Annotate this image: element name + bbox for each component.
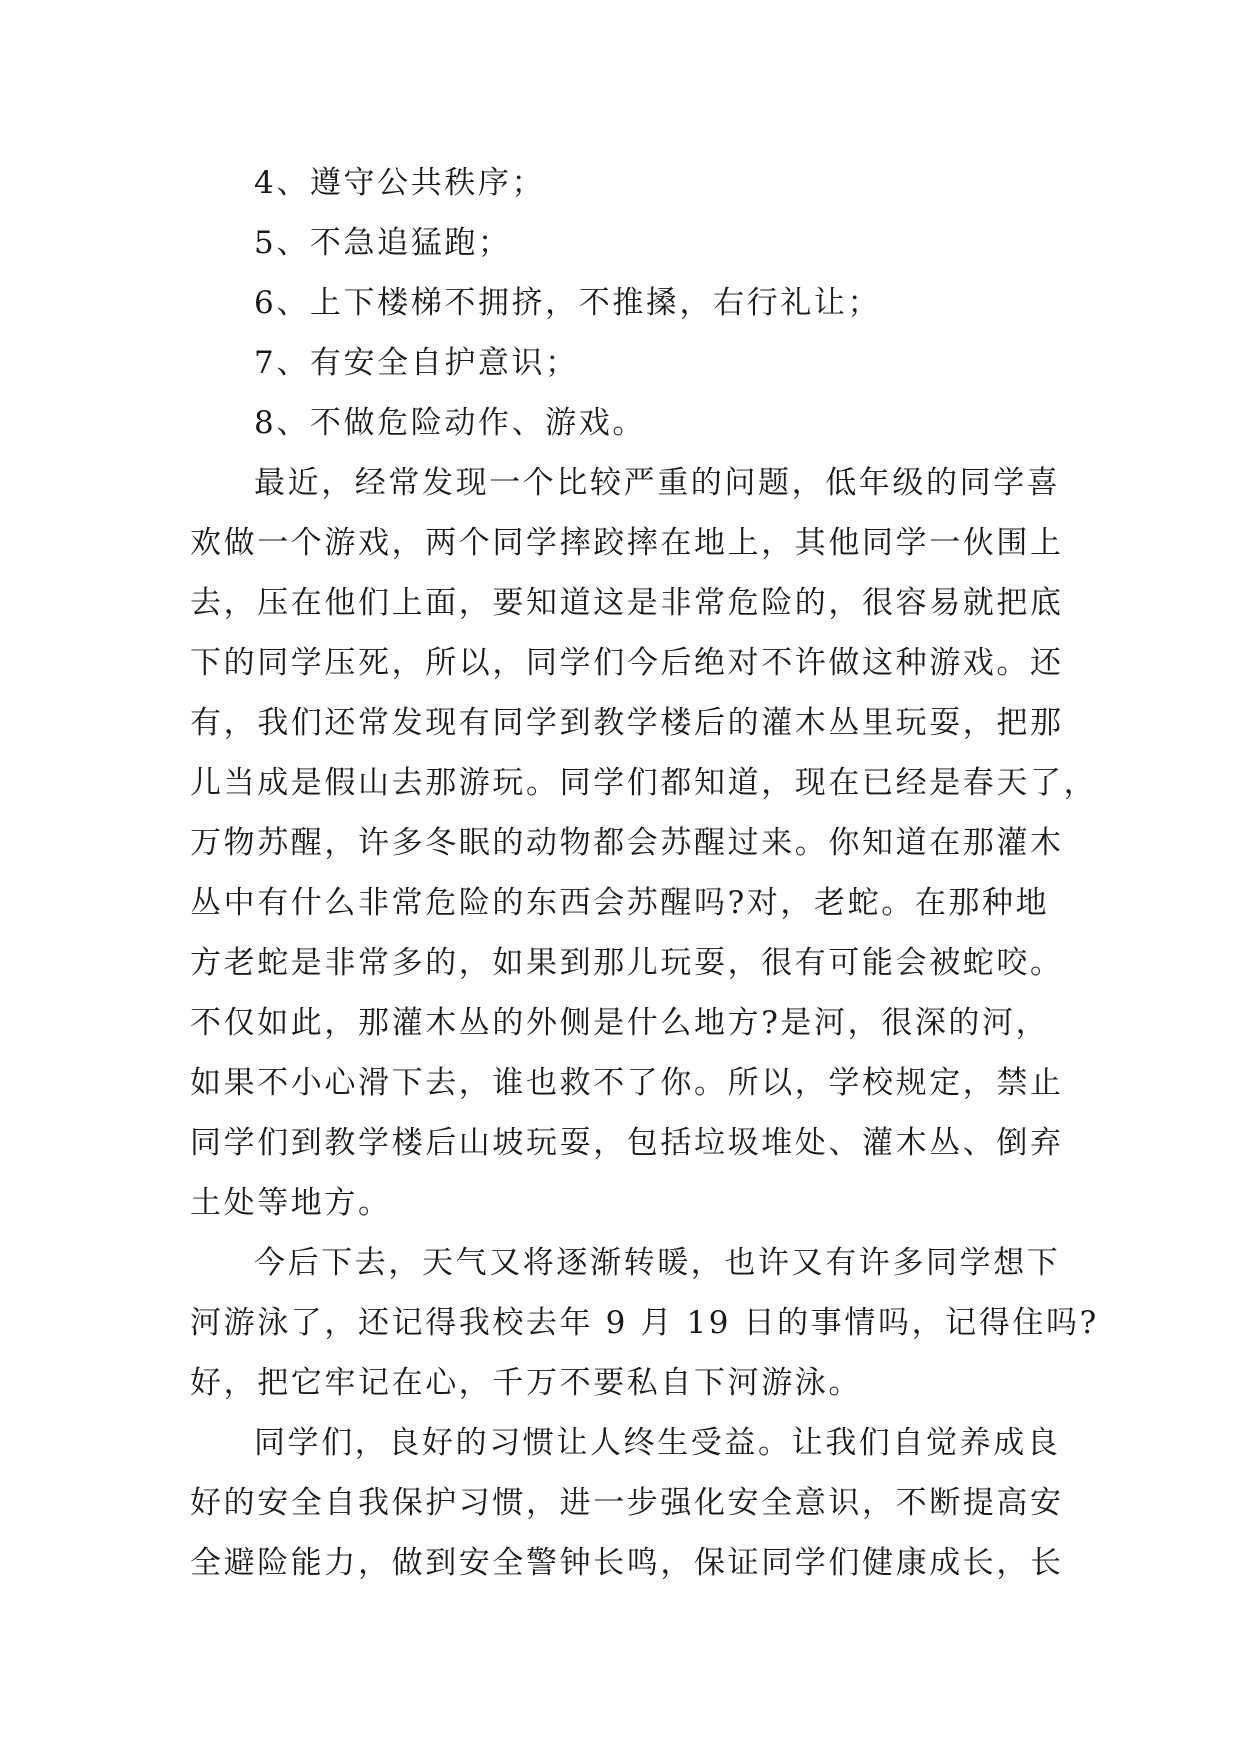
list-item-rule-7: 7、有安全自护意识； (254, 345, 579, 381)
list-item-rule-8: 8、不做危险动作、游戏。 (254, 405, 646, 441)
paragraph-line: 万物苏醒，许多冬眠的动物都会苏醒过来。你知道在那灌木 (190, 825, 1064, 861)
paragraph-line: 河游泳了，还记得我校去年 9 月 19 日的事情吗，记得住吗? (190, 1305, 1099, 1341)
paragraph-line: 丛中有什么非常危险的东西会苏醒吗?对，老蛇。在那种地 (190, 885, 1050, 921)
paragraph-line: 今后下去，天气又将逐渐转暖，也许又有许多同学想下 (254, 1245, 1061, 1281)
paragraph-line: 好，把它牢记在心，千万不要私自下河游泳。 (190, 1365, 862, 1401)
paragraph-line: 不仅如此，那灌木丛的外侧是什么地方?是河，很深的河， (190, 1005, 1050, 1041)
paragraph-line: 最近，经常发现一个比较严重的问题，低年级的同学喜 (254, 465, 1061, 501)
paragraph-line: 好的安全自我保护习惯，进一步强化安全意识，不断提高安 (190, 1485, 1064, 1521)
paragraph-line: 土处等地方。 (190, 1185, 392, 1221)
paragraph-line: 有，我们还常发现有同学到教学楼后的灌木丛里玩耍，把那 (190, 705, 1064, 741)
paragraph-line: 如果不小心滑下去，谁也救不了你。所以，学校规定，禁止 (190, 1065, 1064, 1101)
list-item-rule-4: 4、遵守公共秩序； (254, 165, 546, 201)
paragraph-line: 方老蛇是非常多的，如果到那儿玩耍，很有可能会被蛇咬。 (190, 945, 1064, 981)
paragraph-line: 全避险能力，做到安全警钟长鸣，保证同学们健康成长，长 (190, 1545, 1064, 1581)
list-item-rule-5: 5、不急追猛跑； (254, 225, 512, 261)
paragraph-line: 同学们到教学楼后山坡玩耍，包括垃圾堆处、灌木丛、倒弃 (190, 1125, 1064, 1161)
paragraph-line: 欢做一个游戏，两个同学摔跤摔在地上，其他同学一伙围上 (190, 525, 1064, 561)
list-item-rule-6: 6、上下楼梯不拥挤，不推搡，右行礼让； (254, 285, 882, 321)
paragraph-line: 儿当成是假山去那游玩。同学们都知道，现在已经是春天了， (190, 765, 1098, 801)
paragraph-line: 下的同学压死，所以，同学们今后绝对不许做这种游戏。还 (190, 645, 1064, 681)
paragraph-line: 同学们，良好的习惯让人终生受益。让我们自觉养成良 (254, 1425, 1061, 1461)
paragraph-line: 去，压在他们上面，要知道这是非常危险的，很容易就把底 (190, 585, 1064, 621)
